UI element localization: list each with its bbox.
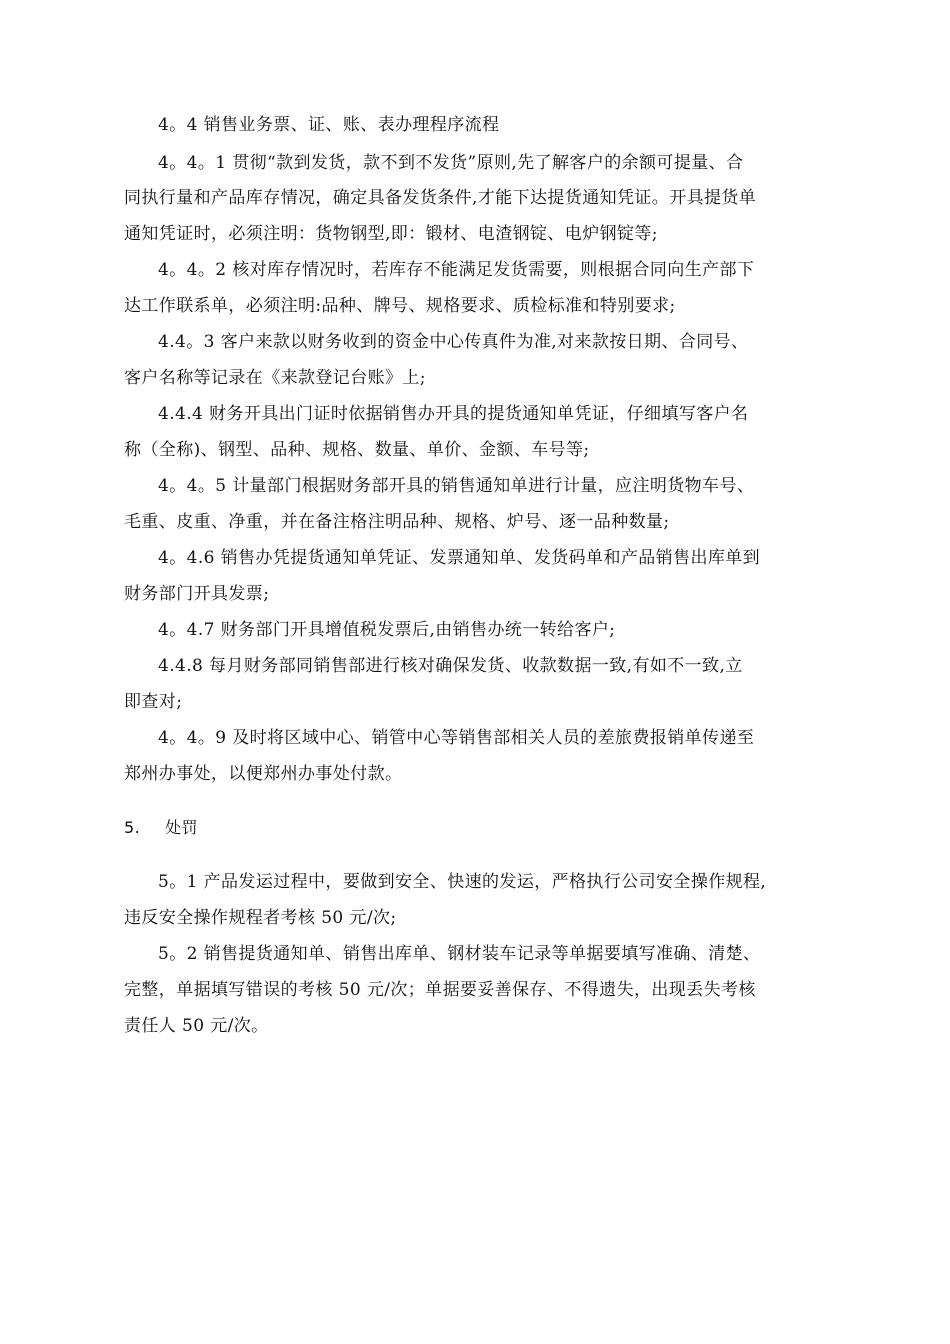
clause-5-2-line-3: 责任人 50 元/次。 (124, 1016, 269, 1036)
clause-5-2-line-2: 完整，单据填写错误的考核 50 元/次；单据要妥善保存、不得遗失，出现丢失考核 (124, 980, 756, 1000)
clause-4-4-5-line-2: 毛重、皮重、净重，并在备注格注明品种、规格、炉号、逐一品种数量; (124, 512, 670, 532)
clause-4-4-1-line-1: 4。4。1 贯彻“款到发货，款不到不发货”原则,先了解客户的余额可提量、合 (158, 153, 744, 173)
clause-4-4-1-line-3: 通知凭证时，必须注明：货物钢型,即：锻材、电渣钢锭、电炉钢锭等; (124, 224, 658, 244)
section-5-heading (124, 816, 198, 840)
clause-4-4-2-line-1: 4。4。2 核对库存情况时，若库存不能满足发货需要，则根据合同向生产部下 (158, 260, 755, 280)
clause-4-4-6-line-2: 财务部门开具发票; (124, 584, 270, 604)
section-5-number: 5. (124, 818, 141, 837)
clause-4-4-8-line-2: 即查对; (124, 692, 183, 712)
clause-4-4-7-line-1: 4。4.7 财务部门开具增值税发票后,由销售办统一转给客户; (158, 620, 616, 640)
clause-4-4-4-line-2: 称（全称)、钢型、品种、规格、数量、单价、金额、车号等; (124, 440, 590, 460)
clause-4-4-9-line-2: 郑州办事处，以便郑州办事处付款。 (124, 764, 403, 784)
clause-4-4-8-line-1: 4.4.8 每月财务部同销售部进行核对确保发货、收款数据一致,有如不一致,立 (158, 656, 743, 676)
clause-4-4-2-line-2: 达工作联系单，必须注明:品种、牌号、规格要求、质检标准和特别要求; (124, 296, 676, 316)
section-4-4-title: 4。4 销售业务票、证、账、表办理程序流程 (158, 115, 500, 135)
clause-5-2-line-1: 5。2 销售提货通知单、销售出库单、钢材装车记录等单据要填写准确、清楚、 (158, 944, 761, 964)
clause-4-4-5-line-1: 4。4。5 计量部门根据财务部开具的销售通知单进行计量，应注明货物车号、 (158, 476, 755, 496)
clause-4-4-3-line-1: 4.4。3 客户来款以财务收到的资金中心传真件为准,对来款按日期、合同号、 (158, 332, 749, 352)
clause-5-1-line-1: 5。1 产品发运过程中，要做到安全、快速的发运，严格执行公司安全操作规程, (158, 872, 767, 892)
clause-4-4-6-line-1: 4。4.6 销售办凭提货通知单凭证、发票通知单、发货码单和产品销售出库单到 (158, 548, 761, 568)
clause-4-4-4-line-1: 4.4.4 财务开具出门证时依据销售办开具的提货通知单凭证，仔细填写客户名 (158, 404, 749, 424)
section-5-title: 处罚 (165, 818, 198, 837)
clause-4-4-1-line-2: 同执行量和产品库存情况，确定具备发货条件,才能下达提货通知凭证。开具提货单 (124, 188, 757, 208)
clause-4-4-9-line-1: 4。4。9 及时将区域中心、销管中心等销售部相关人员的差旅费报销单传递至 (158, 728, 755, 748)
clause-5-1-line-2: 违反安全操作规程者考核 50 元/次; (124, 908, 397, 928)
clause-4-4-3-line-2: 客户名称等记录在《来款登记台账》上; (124, 368, 426, 388)
